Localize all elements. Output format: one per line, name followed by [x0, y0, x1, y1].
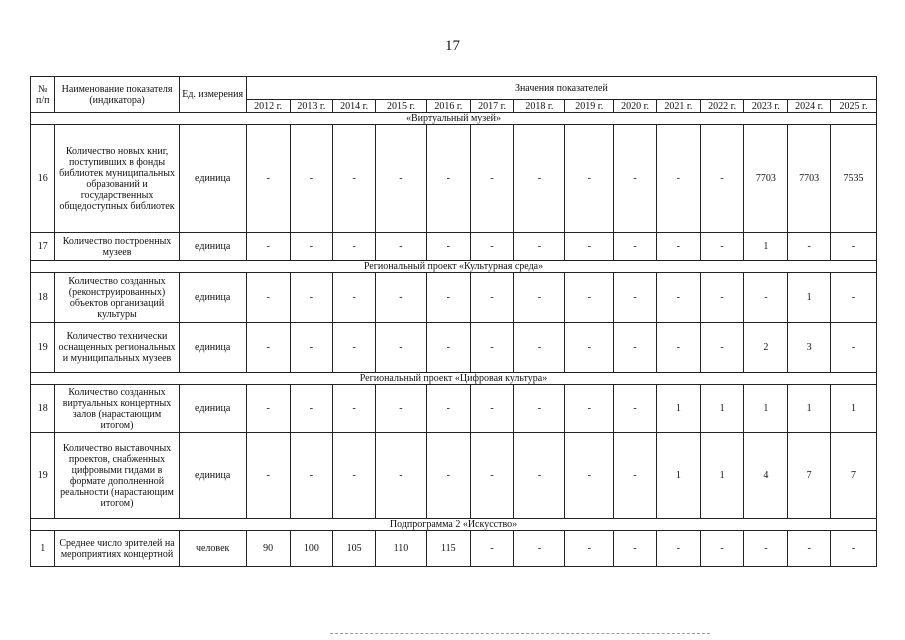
header-year: 2013 г. — [290, 100, 333, 113]
row-number: 19 — [31, 323, 55, 373]
value-cell: - — [333, 323, 376, 373]
value-cell: - — [514, 273, 565, 323]
value-cell: - — [290, 323, 333, 373]
value-cell: 1 — [744, 385, 788, 433]
table-row — [31, 233, 877, 261]
table-row — [31, 323, 877, 373]
value-cell: 1 — [744, 233, 788, 261]
value-cell: - — [656, 125, 700, 233]
page-bottom-rule — [330, 633, 710, 635]
value-cell: - — [246, 323, 290, 373]
value-cell: 1 — [788, 385, 831, 433]
row-number: 1 — [31, 531, 55, 567]
value-cell: - — [656, 323, 700, 373]
value-cell: - — [333, 433, 376, 519]
value-cell: - — [426, 323, 470, 373]
value-cell: - — [333, 385, 376, 433]
value-cell: 2 — [744, 323, 788, 373]
value-cell: - — [514, 233, 565, 261]
value-cell: - — [290, 233, 333, 261]
value-cell: 90 — [246, 531, 290, 567]
value-cell: 1 — [656, 385, 700, 433]
value-cell: - — [514, 385, 565, 433]
value-cell: - — [700, 323, 744, 373]
value-cell: - — [290, 125, 333, 233]
header-values: Значения показателей — [246, 77, 876, 100]
value-cell: - — [788, 531, 831, 567]
value-cell: - — [831, 531, 877, 567]
value-cell: - — [700, 125, 744, 233]
header-year: 2016 г. — [426, 100, 470, 113]
value-cell: - — [470, 433, 514, 519]
header-name: Наименование показателя (индикатора) — [55, 77, 179, 113]
unit-cell: единица — [179, 233, 246, 261]
value-cell: 1 — [788, 273, 831, 323]
value-cell: - — [426, 385, 470, 433]
indicator-name: Количество созданных виртуальных концертных залов (нарастающим итогом) — [55, 385, 179, 433]
value-cell: 7703 — [744, 125, 788, 233]
value-cell: - — [376, 385, 427, 433]
value-cell: - — [514, 125, 565, 233]
value-cell: - — [376, 433, 427, 519]
value-cell: - — [333, 233, 376, 261]
value-cell: - — [426, 433, 470, 519]
value-cell: - — [565, 273, 614, 323]
value-cell: - — [565, 433, 614, 519]
value-cell: - — [614, 273, 657, 323]
value-cell: - — [700, 233, 744, 261]
value-cell: - — [514, 531, 565, 567]
unit-cell: единица — [179, 323, 246, 373]
header-year: 2025 г. — [831, 100, 877, 113]
table-row — [31, 433, 877, 519]
value-cell: - — [831, 233, 877, 261]
value-cell: - — [614, 531, 657, 567]
value-cell: - — [376, 273, 427, 323]
value-cell: 1 — [831, 385, 877, 433]
indicator-name: Среднее число зрителей на мероприятиях концертной — [55, 531, 179, 567]
row-number: 18 — [31, 385, 55, 433]
value-cell: - — [376, 233, 427, 261]
row-number: 18 — [31, 273, 55, 323]
value-cell: - — [565, 531, 614, 567]
header-year: 2019 г. — [565, 100, 614, 113]
value-cell: - — [290, 273, 333, 323]
header-year: 2015 г. — [376, 100, 427, 113]
value-cell: - — [514, 433, 565, 519]
value-cell: - — [470, 385, 514, 433]
page-number: 17 — [445, 38, 460, 54]
value-cell: 1 — [700, 433, 744, 519]
value-cell: - — [614, 233, 657, 261]
indicator-name: Количество технически оснащенных региональных и муниципальных музеев — [55, 323, 179, 373]
value-cell: - — [565, 385, 614, 433]
unit-cell: единица — [179, 433, 246, 519]
indicator-name: Количество выставочных проектов, снабженных цифровыми гидами в формате дополненной реальности (нарастающим итогом) — [55, 433, 179, 519]
value-cell: - — [470, 233, 514, 261]
value-cell: - — [656, 531, 700, 567]
value-cell: 110 — [376, 531, 427, 567]
row-number: 17 — [31, 233, 55, 261]
indicator-name: Количество построенных музеев — [55, 233, 179, 261]
value-cell: - — [700, 531, 744, 567]
header-year: 2017 г. — [470, 100, 514, 113]
value-cell: - — [656, 273, 700, 323]
header-year: 2014 г. — [333, 100, 376, 113]
value-cell: 7535 — [831, 125, 877, 233]
value-cell: - — [700, 273, 744, 323]
value-cell: 7703 — [788, 125, 831, 233]
value-cell: - — [614, 433, 657, 519]
value-cell: - — [426, 125, 470, 233]
header-year: 2023 г. — [744, 100, 788, 113]
section-row — [31, 113, 877, 125]
header-year: 2012 г. — [246, 100, 290, 113]
value-cell: - — [246, 125, 290, 233]
value-cell: - — [614, 125, 657, 233]
value-cell: - — [831, 323, 877, 373]
value-cell: - — [788, 233, 831, 261]
value-cell: 1 — [656, 433, 700, 519]
value-cell: - — [470, 125, 514, 233]
table-row — [31, 273, 877, 323]
value-cell: 4 — [744, 433, 788, 519]
value-cell: - — [565, 233, 614, 261]
indicator-name: Количество созданных (реконструированных) объектов организаций культуры — [55, 273, 179, 323]
value-cell: - — [656, 233, 700, 261]
table-row — [31, 385, 877, 433]
value-cell: 115 — [426, 531, 470, 567]
value-cell: - — [333, 125, 376, 233]
header-year: 2018 г. — [514, 100, 565, 113]
table-row — [31, 531, 877, 567]
value-cell: 7 — [831, 433, 877, 519]
header-year: 2021 г. — [656, 100, 700, 113]
section-row — [31, 261, 877, 273]
indicators-table — [30, 76, 877, 567]
unit-cell: единица — [179, 385, 246, 433]
value-cell: 7 — [788, 433, 831, 519]
value-cell: - — [744, 531, 788, 567]
value-cell: 1 — [700, 385, 744, 433]
header-year: 2024 г. — [788, 100, 831, 113]
value-cell: - — [376, 323, 427, 373]
value-cell: - — [246, 273, 290, 323]
row-number: 16 — [31, 125, 55, 233]
value-cell: - — [376, 125, 427, 233]
section-title: «Виртуальный музей» — [31, 113, 877, 125]
value-cell: - — [565, 125, 614, 233]
section-title: Подпрограмма 2 «Искусство» — [31, 519, 877, 531]
unit-cell: единица — [179, 125, 246, 233]
table-body — [31, 113, 877, 567]
value-cell: - — [744, 273, 788, 323]
value-cell: - — [470, 531, 514, 567]
section-title: Региональный проект «Культурная среда» — [31, 261, 877, 273]
value-cell: - — [831, 273, 877, 323]
indicator-name: Количество новых книг, поступивших в фонды библиотек муниципальных образований и государственных общедоступных библиотек — [55, 125, 179, 233]
value-cell: - — [470, 273, 514, 323]
section-row — [31, 519, 877, 531]
value-cell: - — [290, 433, 333, 519]
value-cell: 100 — [290, 531, 333, 567]
value-cell: - — [614, 323, 657, 373]
row-number: 19 — [31, 433, 55, 519]
unit-cell: человек — [179, 531, 246, 567]
value-cell: - — [426, 233, 470, 261]
table-row — [31, 125, 877, 233]
value-cell: - — [426, 273, 470, 323]
header-unit: Ед. измерения — [179, 77, 246, 113]
header-year: 2022 г. — [700, 100, 744, 113]
header-year: 2020 г. — [614, 100, 657, 113]
value-cell: - — [470, 323, 514, 373]
value-cell: - — [290, 385, 333, 433]
value-cell: 105 — [333, 531, 376, 567]
value-cell: - — [246, 385, 290, 433]
section-row — [31, 373, 877, 385]
unit-cell: единица — [179, 273, 246, 323]
value-cell: - — [565, 323, 614, 373]
value-cell: - — [614, 385, 657, 433]
value-cell: - — [246, 233, 290, 261]
value-cell: - — [514, 323, 565, 373]
value-cell: - — [246, 433, 290, 519]
header-num: № п/п — [31, 77, 55, 113]
value-cell: - — [333, 273, 376, 323]
section-title: Региональный проект «Цифровая культура» — [31, 373, 877, 385]
value-cell: 3 — [788, 323, 831, 373]
